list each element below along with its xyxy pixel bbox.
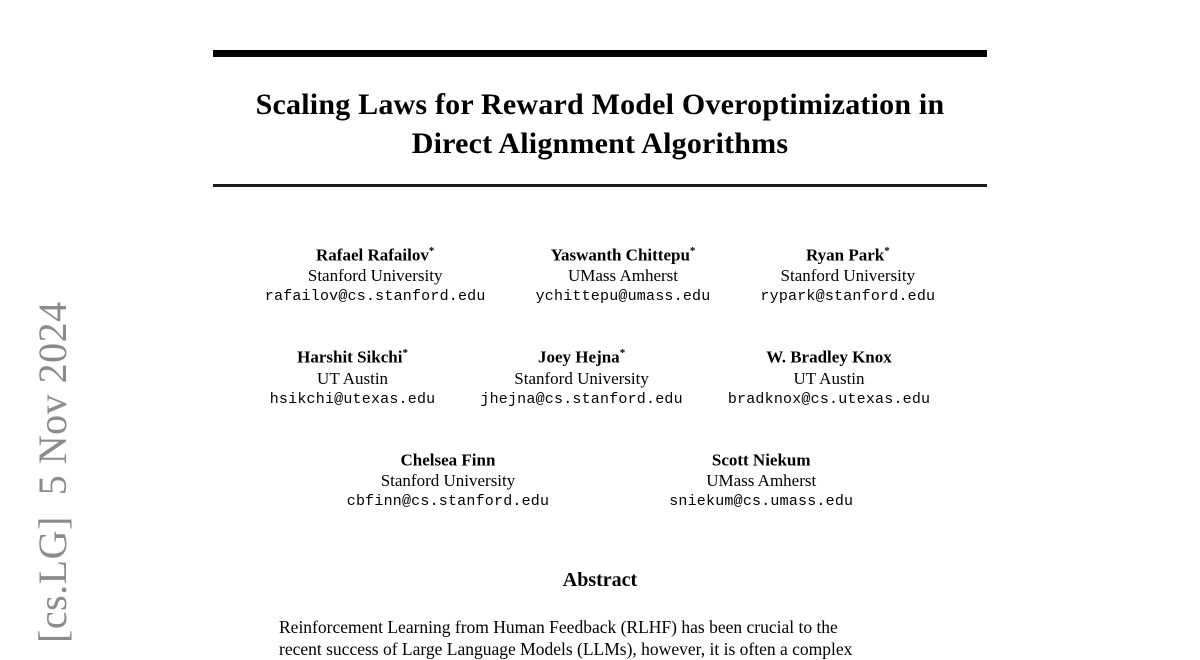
author-name-text: W. Bradley Knox	[766, 347, 892, 367]
author-name	[270, 343, 436, 368]
author-affiliation: UT Austin	[317, 368, 389, 388]
author-block	[480, 343, 682, 410]
author-block	[728, 343, 930, 410]
author-name-text: Joey Hejna	[538, 347, 620, 367]
author-mark: *	[884, 244, 890, 257]
paper-content-column	[213, 0, 987, 660]
author-mark: *	[689, 244, 696, 257]
author-email: sniekum@cs.umass.edu	[669, 493, 854, 511]
author-name-text: Harshit Sikchi	[297, 347, 403, 367]
author-mark: *	[428, 244, 435, 257]
arxiv-watermark: [cs.LG] 5 Nov 2024	[30, 301, 75, 643]
paper-title	[213, 85, 987, 163]
author-affiliation: Stanford University	[307, 266, 443, 286]
author-name	[728, 343, 930, 368]
author-block	[265, 241, 486, 308]
abstract-line-1: Reinforcement Learning from Human Feedback (RLHF) has been crucial to the	[279, 617, 838, 638]
author-affiliation: Stanford University	[514, 368, 649, 388]
author-name-text: Yaswanth Chittepu	[550, 245, 690, 265]
author-block	[760, 241, 935, 308]
author-affiliation: UT Austin	[793, 368, 865, 388]
paper-title-line2: Direct Alignment Algorithms	[411, 127, 789, 160]
author-email: ychittepu@umass.edu	[535, 288, 711, 306]
paper-title-line1: Scaling Laws for Reward Model Overoptimization in	[255, 88, 945, 121]
author-name-text: Chelsea Finn	[400, 450, 496, 470]
author-email: jhejna@cs.stanford.edu	[480, 390, 683, 408]
author-block	[347, 446, 549, 513]
author-name-text: Ryan Park	[805, 245, 885, 265]
author-email: rypark@stanford.edu	[760, 288, 936, 306]
author-name	[347, 446, 549, 471]
title-rule-top	[213, 50, 987, 57]
abstract-body	[279, 617, 921, 660]
author-name	[669, 446, 853, 471]
author-name	[536, 241, 711, 266]
abstract-line-2: recent success of Large Language Models (LLMs), however, it is often a complex	[279, 638, 853, 659]
author-email: rafailov@cs.stanford.edu	[264, 288, 486, 306]
author-affiliation: UMass Amherst	[567, 266, 679, 286]
author-email: bradknox@cs.utexas.edu	[727, 390, 931, 408]
author-name	[265, 241, 486, 266]
author-affiliation: Stanford University	[380, 471, 516, 491]
author-row-3	[213, 446, 987, 513]
author-row-1	[213, 241, 987, 308]
author-affiliation: Stanford University	[780, 266, 916, 286]
author-name-text: Scott Niekum	[711, 450, 811, 470]
author-name	[760, 241, 935, 266]
author-block	[669, 446, 853, 513]
title-rule-bottom	[213, 184, 987, 187]
author-mark: *	[402, 347, 408, 360]
author-grid	[213, 241, 987, 513]
author-name	[480, 343, 682, 368]
abstract-heading: Abstract	[562, 569, 638, 592]
author-email: cbfinn@cs.stanford.edu	[346, 493, 550, 511]
author-mark: *	[619, 347, 626, 360]
author-email: hsikchi@utexas.edu	[269, 390, 436, 408]
author-affiliation: UMass Amherst	[706, 471, 817, 491]
author-block	[270, 343, 436, 410]
author-name-text: Rafael Rafailov	[316, 245, 429, 265]
author-block	[536, 241, 711, 308]
author-row-2	[213, 343, 987, 410]
